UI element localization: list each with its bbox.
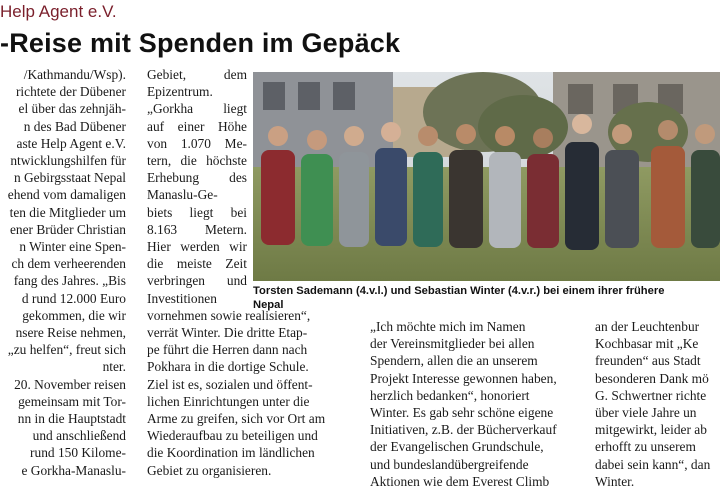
- text-line: n Gebirgsstaat Nepal: [13, 170, 126, 186]
- text-line: freunden“ aus Stadt: [595, 353, 701, 369]
- article-headline: -Reise mit Spenden im Gepäck: [0, 28, 401, 58]
- text-line: von 1.070 Me-: [147, 135, 247, 151]
- text-line: fang des Jahres. „Bis: [13, 273, 126, 289]
- text-line: nn in die Hauptstadt: [17, 411, 126, 427]
- text-line: die Koordination im ländlichen: [147, 445, 315, 461]
- text-line: herzlich bedanken“, honoriert: [370, 387, 530, 403]
- text-line: Pokhara in die dortige Schule.: [147, 359, 309, 375]
- text-line: richtete der Dübener: [15, 84, 126, 100]
- article-column-1: [0, 66, 126, 479]
- text-line: und bundeslandübergreifende: [370, 456, 529, 472]
- group-photo: [253, 72, 720, 281]
- text-line: an der Leuchtenbur: [595, 319, 700, 334]
- text-line: der Evangelischen Grundschule,: [370, 439, 544, 455]
- text-line: rund 150 Kilome-: [30, 445, 126, 461]
- text-line: pe führt die Herren dann nach: [147, 342, 308, 358]
- text-line: „Gorkha liegt: [147, 101, 247, 117]
- text-line: ehend vom damaligen: [7, 187, 126, 203]
- text-line: Manaslu-Ge-: [147, 187, 218, 203]
- text-line: Spendern, allen die an unserem: [370, 353, 538, 369]
- text-line: Erhebung des: [147, 170, 247, 186]
- text-line: ener Brüder Christian: [9, 221, 126, 237]
- text-line: 20. November reisen: [14, 376, 126, 392]
- photo-caption: [253, 284, 720, 312]
- text-line: Nepal: [253, 299, 284, 311]
- text-line: Torsten Sademann (4.v.l.) und Sebastian Winter (4.v.r.) bei einem ihrer frühere: [253, 285, 665, 297]
- text-line: n des Bad Dübener: [23, 118, 126, 134]
- text-line: d rund 12.000 Euro: [21, 290, 126, 306]
- text-line: e Gorkha-Manaslu-: [21, 462, 126, 478]
- text-line: Projekt Interesse gewonnen haben,: [370, 370, 557, 386]
- text-line: „Ich möchte mich im Namen: [370, 319, 526, 334]
- text-line: ntwicklungshilfen für: [10, 153, 126, 169]
- text-line: gemeinsam mit Tor-: [18, 393, 126, 409]
- text-line: auf einer Höhe: [147, 118, 247, 134]
- text-line: aste Help Agent e.V.: [16, 135, 126, 151]
- text-line: besonderen Dank mö: [595, 370, 709, 386]
- text-line: Investitionen: [147, 290, 217, 306]
- text-line: erhofft zu unserem: [595, 439, 696, 455]
- text-line: und anschließend: [32, 428, 126, 444]
- text-line: Gebiet zu organisieren.: [147, 462, 272, 478]
- text-line: verrät Winter. Die dritte Etap-: [147, 325, 308, 341]
- text-line: Gebiet, dem: [147, 67, 247, 82]
- text-line: die meiste Zeit: [147, 256, 247, 272]
- text-line: verbringen und: [147, 273, 247, 289]
- text-line: über viele Jahre un: [595, 405, 697, 421]
- text-line: G. Schwertner richte: [595, 387, 707, 403]
- text-line: /Kathmandu/Wsp).: [23, 67, 126, 82]
- text-line: biets liegt bei: [147, 204, 247, 220]
- text-line: Winter.: [595, 473, 635, 489]
- text-line: Arme zu greifen, sich vor Ort am: [147, 411, 326, 427]
- text-line: vornehmen sowie realisieren“,: [147, 307, 311, 323]
- article-column-3: [370, 318, 580, 490]
- text-line: Aktionen wie dem Everest Climb: [370, 473, 550, 489]
- text-line: „zu helfen“, freut sich: [7, 342, 126, 358]
- text-line: der Vereinsmitglieder bei allen: [370, 336, 535, 352]
- text-line: nsere Reise nehmen,: [15, 325, 126, 341]
- text-line: mitgewirkt, leider ab: [595, 422, 707, 438]
- text-line: ten die Mitglieder um: [9, 204, 126, 220]
- text-line: Kochbasar mit „Ke: [595, 336, 699, 352]
- text-line: n Winter eine Spen-: [19, 239, 126, 255]
- text-line: Epizentrum.: [147, 84, 213, 100]
- text-line: 8.163 Metern.: [147, 221, 247, 237]
- text-line: tern, die höchste: [147, 153, 247, 169]
- article-column-4: [595, 318, 720, 490]
- group-photo-image: [253, 72, 720, 281]
- text-line: nter.: [102, 359, 126, 375]
- text-line: gekommen, die wir: [22, 307, 126, 323]
- text-line: ch dem verheerenden: [11, 256, 126, 272]
- text-line: Winter. Es gab sehr schöne eigene: [370, 405, 554, 421]
- text-line: Initiativen, z.B. der Bücherverkauf: [370, 422, 557, 438]
- text-line: lichen Einrichtungen unter die: [147, 393, 310, 409]
- text-line: Hier werden wir: [147, 239, 247, 255]
- text-line: dabei sein kann“, dan: [595, 456, 711, 472]
- text-line: el über das zehnjäh-: [18, 101, 126, 117]
- text-line: Ziel ist es, sozialen und öffent-: [147, 376, 313, 392]
- organization-kicker: Help Agent e.V.: [0, 2, 117, 21]
- text-line: Wiederaufbau zu beteiligen und: [147, 428, 318, 444]
